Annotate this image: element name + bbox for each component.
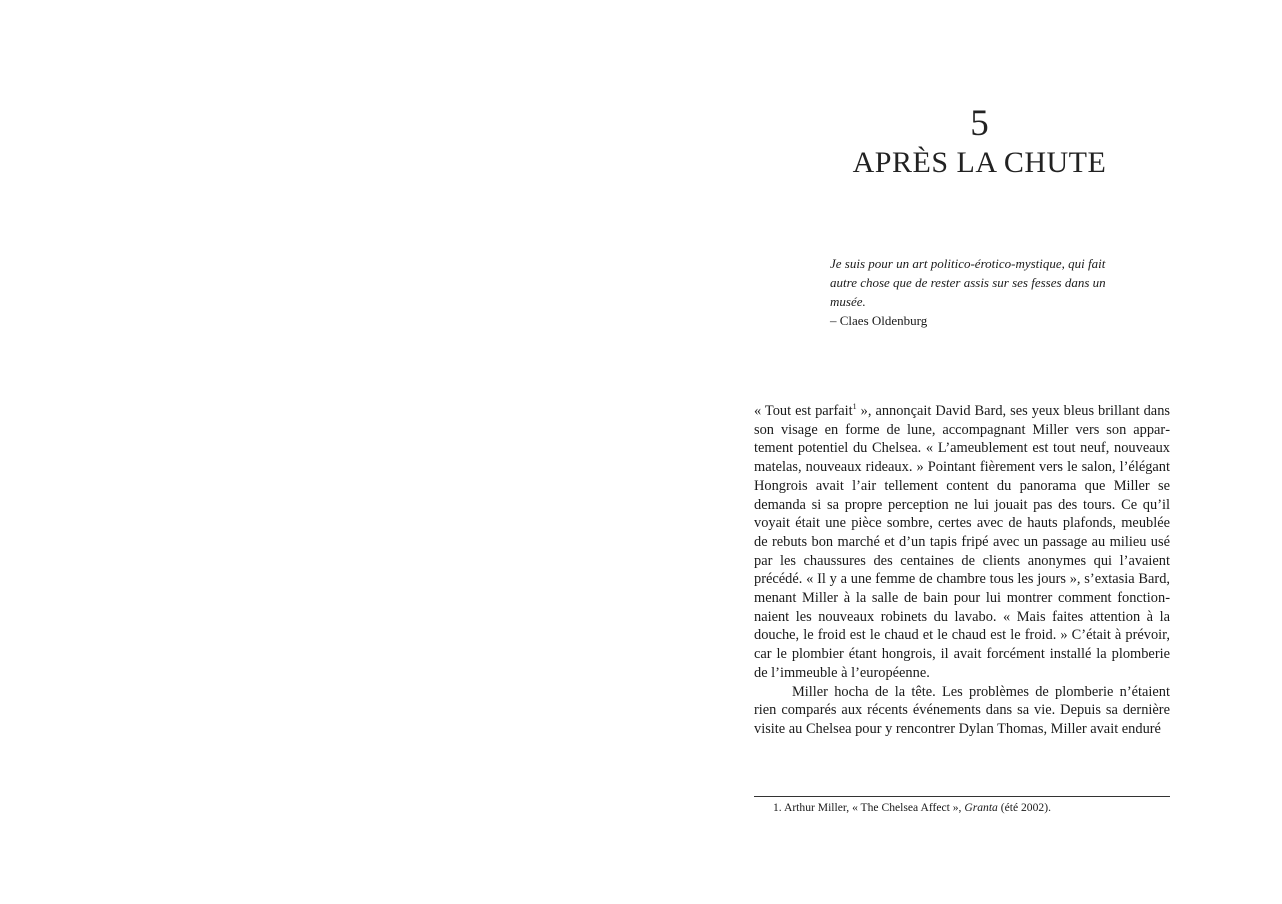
paragraph-1 bbox=[754, 402, 1170, 683]
footnote-suffix: (été 2002). bbox=[997, 801, 1051, 814]
epigraph bbox=[830, 254, 1130, 330]
chapter-title: APRÈS LA CHUTE bbox=[852, 146, 1107, 179]
chapter-number: 5 bbox=[970, 103, 989, 144]
epigraph-author: – Claes Oldenburg bbox=[830, 313, 928, 328]
paragraph-1-open: « Tout est parfait bbox=[754, 403, 853, 419]
footnote-reference[interactable]: 1 bbox=[852, 402, 857, 412]
epigraph-quote: Je suis pour un art politico-érotico-mystique, qui fait autre chose que de rester assis sur ses fesses dans un musée. bbox=[830, 256, 1106, 309]
body-text bbox=[754, 402, 1170, 739]
paragraph-2: Miller hocha de la tête. Les problèmes de plomberie n’étaient rien comparés aux récents événements dans sa vie. Depuis sa dernière visite au Chelsea pour y rencontrer Dylan Thomas, Miller avait enduré bbox=[754, 683, 1170, 737]
paragraph-1-rest: », annonçait David Bard, ses yeux bleus brillant dans son visage en forme de lune, accompagnant Miller vers son appartement potentiel du Chelsea. « L’ameublement est tout neuf, nouveaux matelas, nouveaux rideaux. » Pointant fièrement vers le salon, l’élégant Hongrois avait l’air tellement content du panorama que Miller se demanda si sa propre perception ne lui jouait pas des tours. Ce qu’il voyait était une pièce sombre, certes avec de hauts plafonds, meublée de rebuts bon marché et d’un tapis fripé avec un passage au milieu usé par les chaussures des centaines de clients anonymes qui l’avaient précédé. « Il y a une femme de chambre tous les jours », s’extasia Bard, menant Miller à la salle de bain pour lui montrer comment fonctionnaient les nouveaux robinets du lavabo. « Mais faites attention à la douche, le froid est le chaud et le chaud est le froid. » C’était à prévoir, car le plombier étant hongrois, il avait forcément installé la plomberie de l’immeuble à l’européenne. bbox=[754, 403, 1170, 681]
footnote-divider bbox=[754, 796, 1170, 797]
right-page bbox=[641, 0, 1282, 904]
footnote bbox=[773, 800, 1173, 815]
footnote-source: Granta bbox=[964, 801, 998, 814]
footnote-prefix: 1. Arthur Miller, « The Chelsea Affect », bbox=[773, 801, 965, 814]
